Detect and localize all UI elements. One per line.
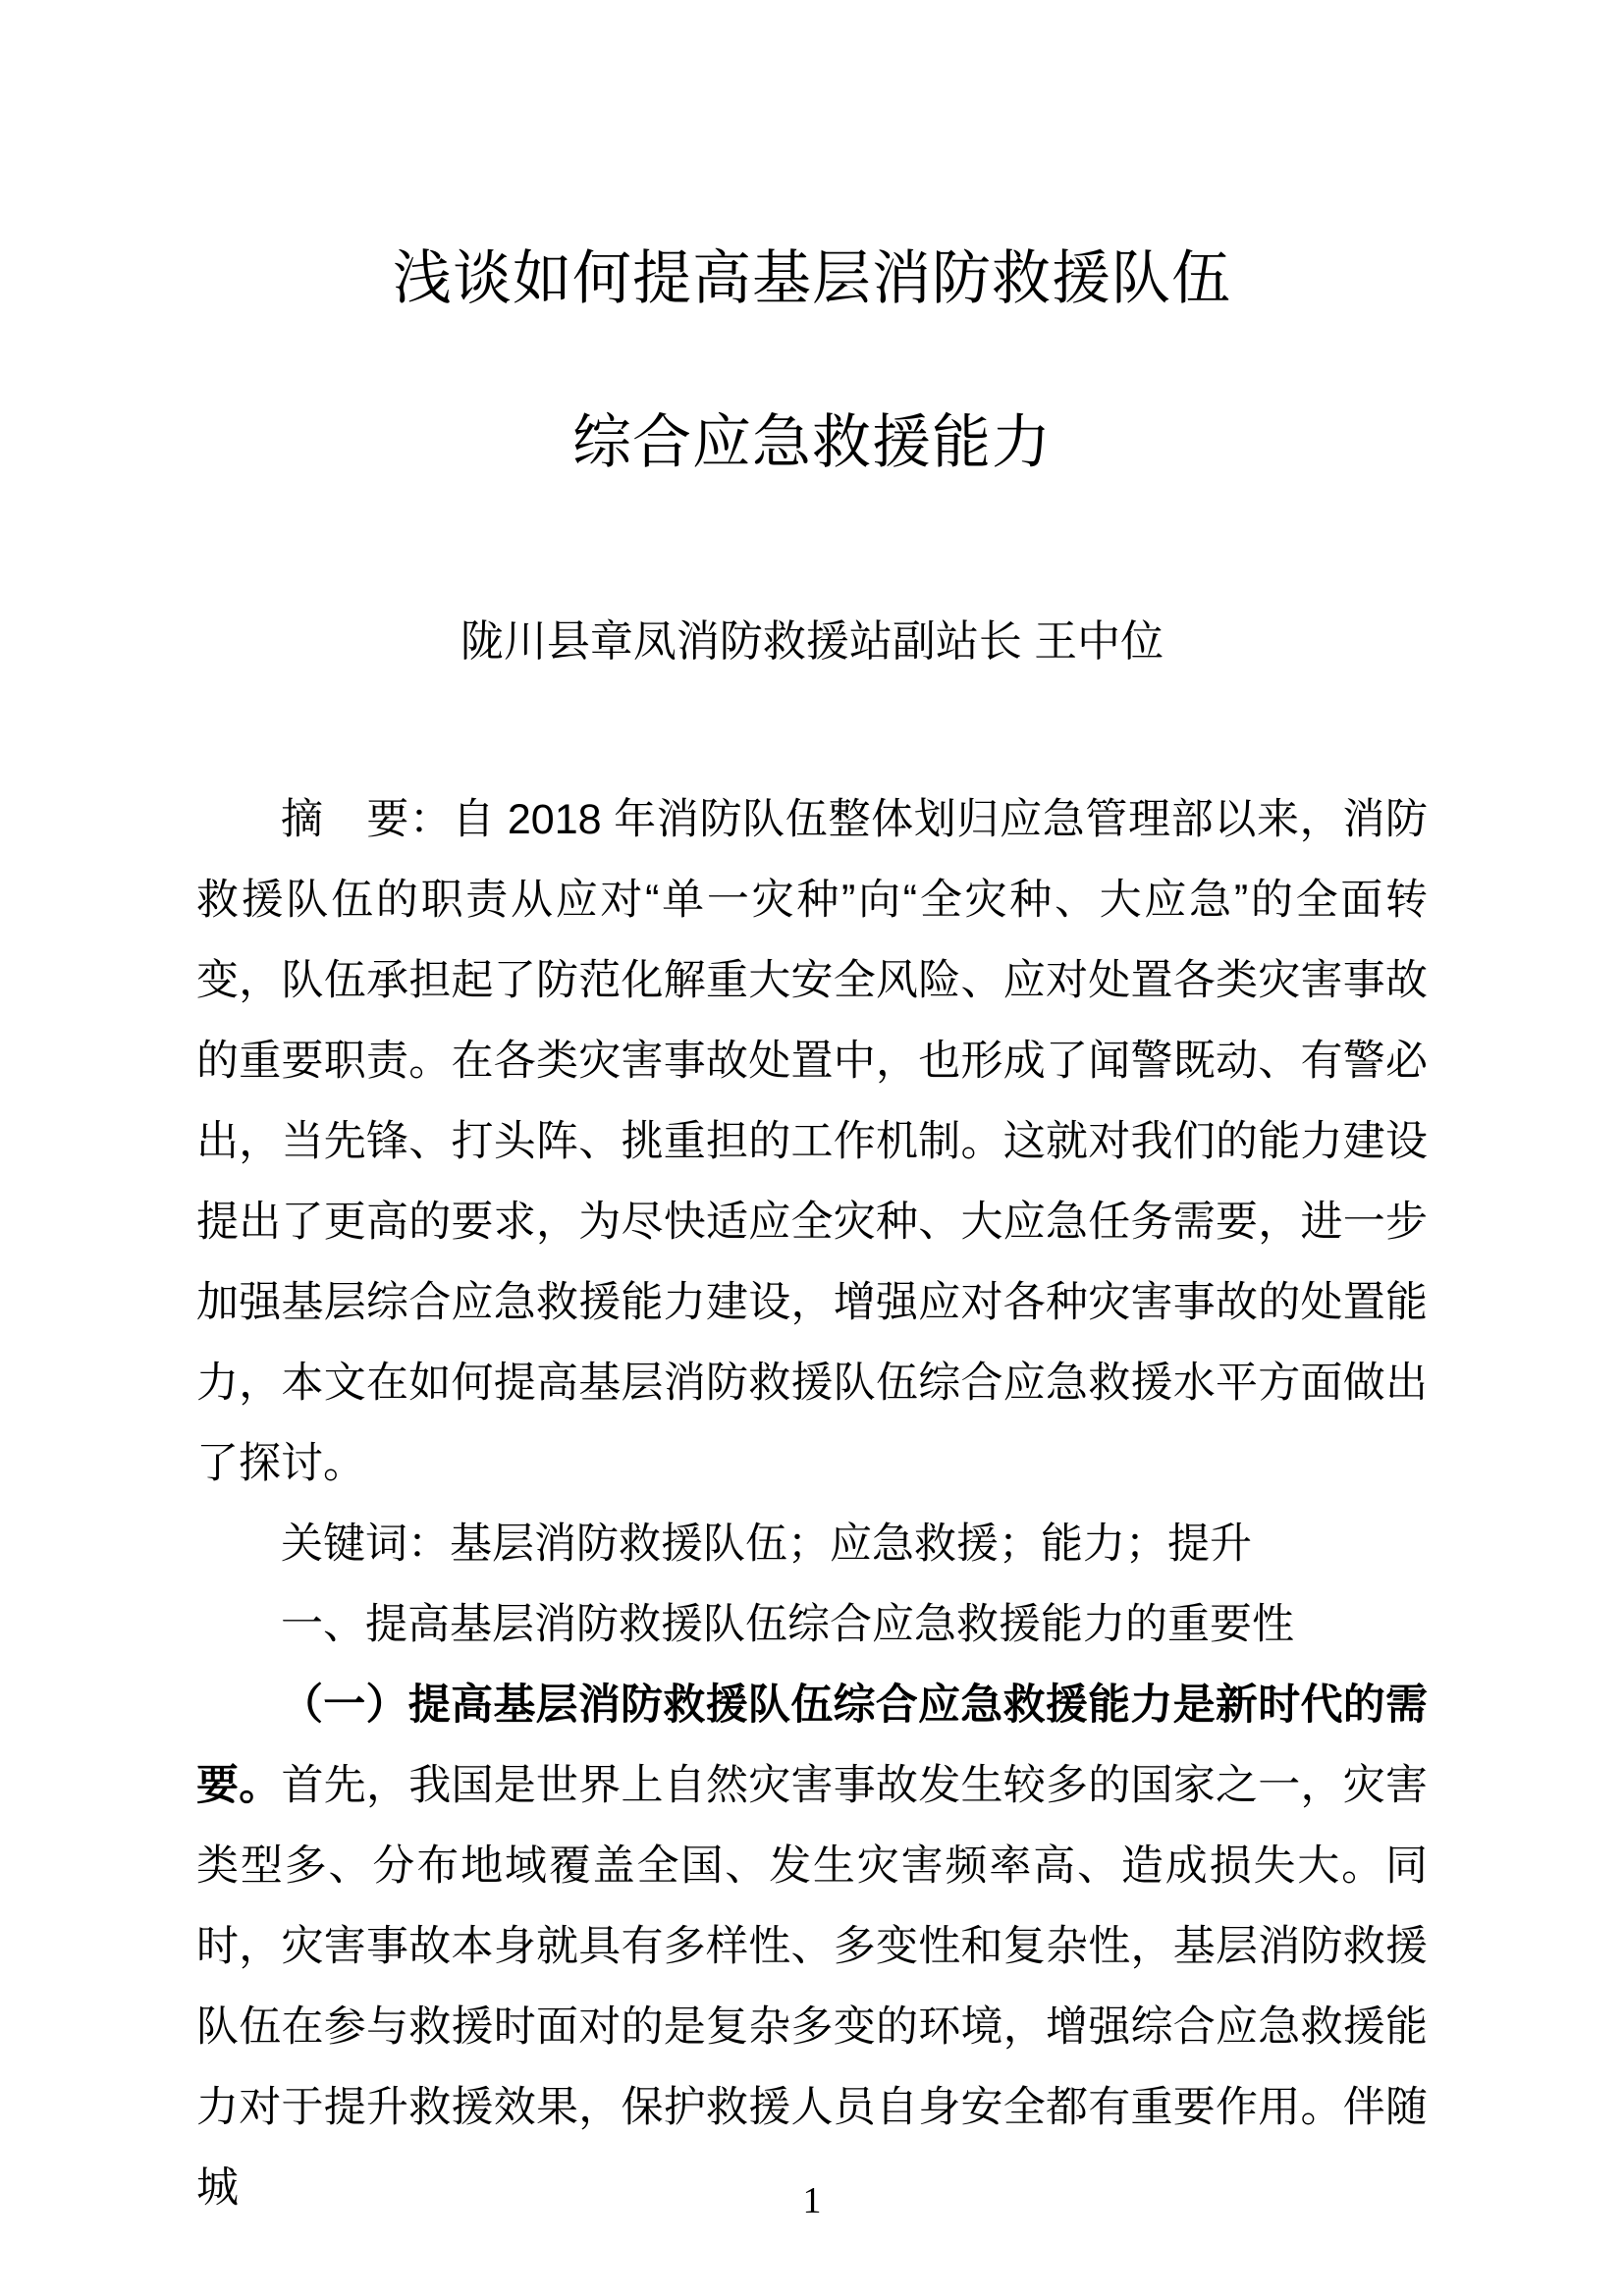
keywords-line: 关键词：基层消防救援队伍；应急救援；能力；提升 bbox=[281, 1521, 1252, 1569]
abstract-paragraph: 摘 要：自 2018 年消防队伍整体划归应急管理部以来，消防救援队伍的职责从应对“单一灾种”向“全灾种、大应急”的全面转变，队伍承担起了防范化解重大安全风险、应对处置各类灾害事故的重要职责。在各类灾害事故处置中，也形成了闻警既动、有警必出，当先锋、打头阵、挑重担的工作机制。这就对我们的能力建设提出了更高的要求，为尽快适应全灾种、大应急任务需要，进一步加强基层综合应急救援能力建设，增强应对各种灾害事故的处置能力，本文在如何提高基层消防救援队伍综合应急救援水平方面做出了探讨。 bbox=[196, 796, 1428, 1488]
document-body bbox=[196, 779, 1428, 2228]
section-heading-1: 一、提高基层消防救援队伍综合应急救援能力的重要性 bbox=[281, 1601, 1294, 1649]
paragraph-1-body: 首先，我国是世界上自然灾害事故发生较多的国家之一，灾害类型多、分布地域覆盖全国、发生灾害频率高、造成损失大。同时，灾害事故本身就具有多样性、多变性和复杂性，基层消防救援队伍在参与救援时面对的是复杂多变的环境，增强综合应急救援能力对于提升救援效果，保护救援人员自身安全都有重要作用。伴随城 bbox=[196, 1762, 1428, 2213]
document-title-line-1: 浅谈如何提高基层消防救援队伍 bbox=[393, 245, 1231, 311]
paragraph-1 bbox=[196, 1665, 1428, 2228]
document-title-line-2: 综合应急救援能力 bbox=[572, 409, 1052, 475]
paragraph-1-bold-lead: （一）提高基层消防救援队伍综合应急救援能力是新时代的需要。 bbox=[196, 1682, 1428, 1810]
page-number: 1 bbox=[802, 2180, 822, 2221]
author-line: 陇川县章凤消防救援站副站长 王中位 bbox=[460, 617, 1164, 666]
